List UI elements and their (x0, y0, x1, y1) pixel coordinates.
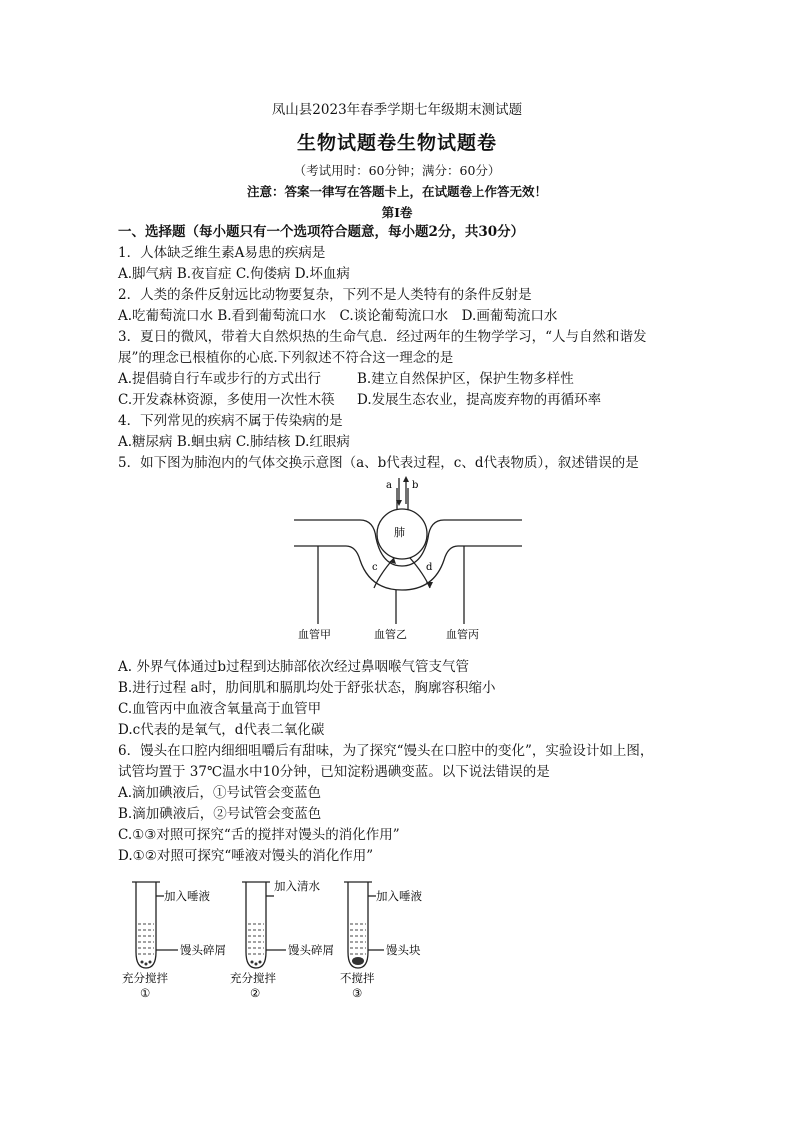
question-4-options: A.糖尿病 B.蛔虫病 C.肺结核 D.红眼病 (118, 434, 350, 450)
question-6-option-a: A.滴加碘液后，①号试管会变蓝色 (118, 785, 322, 801)
question-5-option-a: A. 外界气体通过b过程到达肺部依次经过鼻咽喉气管支气管 (118, 659, 469, 675)
tube-2-number: ② (250, 986, 261, 1000)
label-lung: 肺 (394, 526, 405, 539)
alveolus-gas-exchange-figure (290, 474, 530, 644)
tube-3-content: 馒头块 (386, 943, 421, 957)
label-vessel-3: 血管丙 (446, 628, 479, 641)
question-2-options: A.吃葡萄流口水 B.看到葡萄流口水 C.谈论葡萄流口水 D.画葡萄流口水 (118, 308, 558, 324)
question-6-stem-cont: 试管均置于 37℃温水中10分钟，已知淀粉遇碘变蓝。以下说法错误的是 (118, 764, 550, 780)
question-5-option-c: C.血管丙中血液含氧量高于血管甲 (118, 701, 322, 717)
question-6-option-d: D.①②对照可探究“唾液对馒头的消化作用” (118, 848, 374, 864)
question-2-stem: 2．人类的条件反射远比动物要复杂，下列不是人类特有的条件反射是 (118, 287, 532, 303)
question-5-option-d: D.c代表的是氧气，d代表二氧化碳 (118, 722, 325, 738)
question-3-option-c: C.开发森林资源，多使用一次性木筷 (118, 392, 335, 408)
tube-3-action: 不搅拌 (340, 971, 375, 985)
tube-3-number: ③ (352, 986, 363, 1000)
question-4-stem: 4．下列常见的疾病不属于传染病的是 (118, 413, 343, 429)
tube-1-number: ① (140, 986, 151, 1000)
question-3-stem-cont: 展”的理念已根植你的心底.下列叙述不符合这一理念的是 (118, 350, 454, 366)
question-1-options: A.脚气病 B.夜盲症 C.佝偻病 D.坏血病 (118, 266, 350, 282)
label-c: c (372, 562, 378, 573)
question-3-stem: 3．夏日的微风，带着大自然炽热的生命气息．经过两年的生物学学习，“人与自然和谐发 (118, 329, 647, 345)
question-1-stem: 1．人体缺乏维生素A易患的疾病是 (118, 245, 326, 261)
section-title: 一、选择题（每小题只有一个选项符合题意，每小题2分，共30分） (118, 224, 525, 240)
exam-info: （考试用时：60分钟；满分：60分） (293, 163, 501, 178)
tube-1-added: 加入唾液 (164, 889, 210, 903)
label-a: a (386, 480, 392, 491)
question-5-stem: 5．如下图为肺泡内的气体交换示意图（a、b代表过程，c、d代表物质），叙述错误的是 (118, 455, 639, 471)
tube-1-action: 充分搅拌 (122, 971, 168, 985)
question-5-option-b: B.进行过程 a时，肋间肌和膈肌均处于舒张状态，胸廓容积缩小 (118, 680, 496, 696)
tube-2-content: 馒头碎屑 (288, 943, 334, 957)
question-6-stem: 6．馒头在口腔内细细咀嚼后有甜味，为了探究“馒头在口腔中的变化”，实验设计如上图， (118, 743, 654, 759)
tube-2-added: 加入清水 (274, 879, 320, 893)
label-vessel-2: 血管乙 (374, 628, 407, 641)
test-tubes-figure (118, 876, 448, 1000)
question-3-option-a: A.提倡骑自行车或步行的方式出行 (118, 371, 322, 387)
label-b: b (412, 480, 419, 491)
question-3-option-b: B.建立自然保护区，保护生物多样性 (357, 371, 574, 387)
volume-label: 第Ⅰ卷 (381, 205, 413, 220)
question-3-option-d: D.发展生态农业，提高废弃物的再循环率 (357, 392, 602, 408)
notice: 注意：答案一律写在答题卡上，在试题卷上作答无效！ (246, 184, 547, 199)
label-vessel-1: 血管甲 (298, 628, 331, 641)
tube-1-content: 馒头碎屑 (180, 943, 226, 957)
school-line: 凤山县2023年春季学期七年级期末测试题 (271, 102, 523, 118)
label-d: d (426, 562, 433, 573)
tube-3-added: 加入唾液 (376, 889, 422, 903)
page-title: 生物试题卷生物试题卷 (296, 132, 497, 154)
question-6-option-b: B.滴加碘液后，②号试管会变蓝色 (118, 806, 322, 822)
question-6-option-c: C.①③对照可探究“舌的搅拌对馒头的消化作用” (118, 827, 400, 843)
tube-2-action: 充分搅拌 (230, 971, 276, 985)
